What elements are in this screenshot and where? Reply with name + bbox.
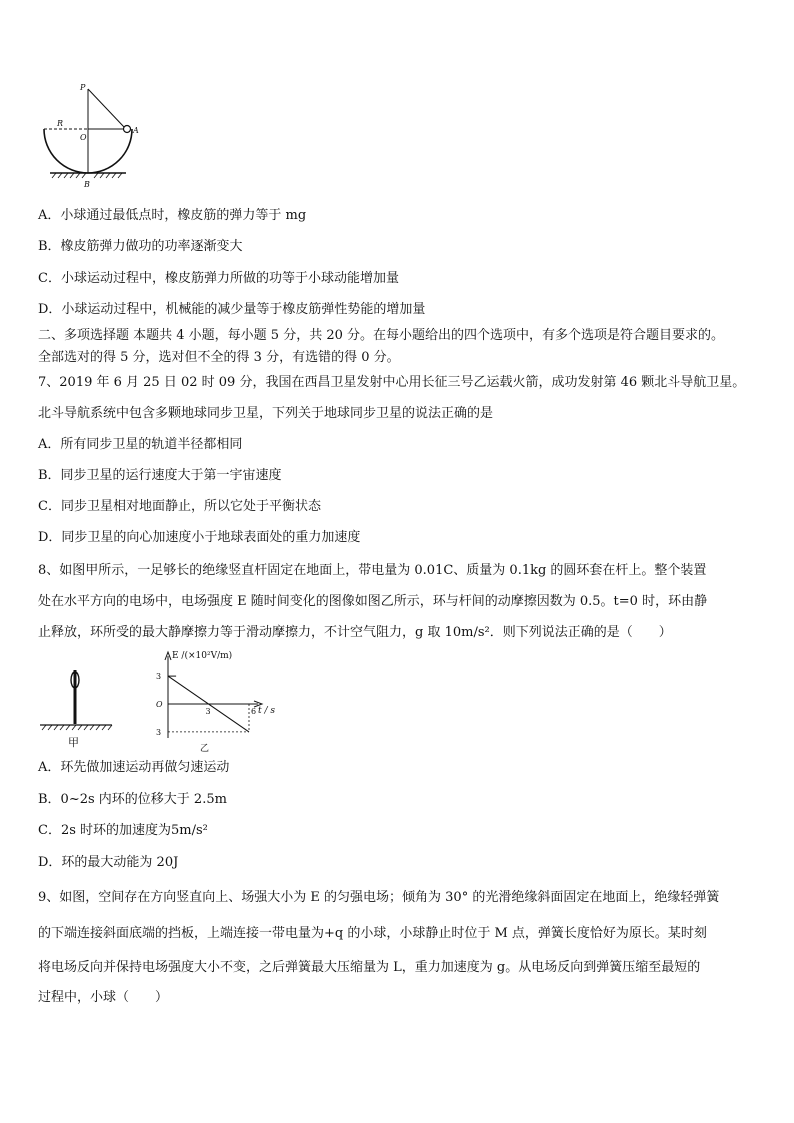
origin-label: O [156,700,163,709]
label-p: P [80,83,86,92]
ground-hatch-jia [42,725,112,730]
label-r: R [57,119,64,128]
section-2-heading-line1: 二、多项选择题 本题共 4 小题，每小题 5 分，共 20 分。在每小题给出的四个选项中，有多个选项是符合题目要求的。 [38,328,725,343]
q8-stem-line1: 8、如图甲所示，一足够长的绝缘竖直杆固定在地面上，带电量为 0.01C、质量为 0.1kg 的圆环套在杆上。整个装置 [38,563,707,578]
label-b: B [84,180,90,189]
rod-figure [38,662,118,752]
y-tick-label-bottom: 3 [156,727,162,737]
q7-option-c: C．同步卫星相对地面静止，所以它处于平衡状态 [38,499,321,514]
q9-stem-line4: 过程中，小球（ ） [38,990,169,1005]
q6-option-a: A．小球通过最低点时，橡皮筋的弹力等于 mg [38,208,307,223]
q8-option-c: C．2s 时环的加速度为5m/s² [38,823,208,838]
q6-option-d: D．小球运动过程中，机械能的减少量等于橡皮筋弹性势能的增加量 [38,302,426,317]
q9-stem-line1: 9、如图，空间存在方向竖直向上、场强大小为 E 的匀强电场；倾角为 30° 的光滑绝缘斜面固定在地面上，绝缘轻弹簧 [38,890,720,905]
x-tick-label-6: 6 [251,707,257,716]
fig-yi-label: 乙 [200,744,210,754]
q9-stem-line3: 将电场反向并保持电场强度大小不变，之后弹簧最大压缩量为 L，重力加速度为 g。从电场反向到弹簧压缩至最短的 [38,960,701,975]
rubber-band [88,89,124,127]
section-2-heading-line2: 全部选对的得 5 分，选对但不全的得 3 分，有选错的得 0 分。 [38,350,400,365]
q8-stem-line3: 止释放，环所受的最大静摩擦力等于滑动摩擦力，不计空气阻力，g 取 10m/s²．则下列说法正确的是（ ） [38,625,672,640]
q8-option-a: A．环先做加速运动再做匀速运动 [38,760,230,775]
q8-stem-line2: 处在水平方向的电场中，电场强度 E 随时间变化的图像如图乙所示，环与杆间的动摩擦因数为 0.5。t=0 时，环由静 [38,594,708,609]
e-t-chart [150,646,290,756]
y-tick-label-top: 3 [156,672,162,682]
q8-option-d: D．环的最大动能为 20J [38,855,179,870]
ball-a [124,126,131,133]
q8-option-b: B．0~2s 内环的位移大于 2.5m [38,792,227,807]
label-o: O [80,133,87,142]
q6-option-c: C．小球运动过程中，橡皮筋弹力所做的功等于小球动能增加量 [38,271,399,286]
q7-stem-line1: 7、2019 年 6 月 25 日 02 时 09 分，我国在西昌卫星发射中心用长征三号乙运载火箭，成功发射第 46 颗北斗导航卫星。 [38,375,746,390]
q7-option-b: B．同步卫星的运行速度大于第一宇宙速度 [38,468,282,483]
fig-jia-label: 甲 [68,736,79,749]
q9-stem-line2: 的下端连接斜面底端的挡板，上端连接一带电量为+q 的小球，小球静止时位于 M 点，弹簧长度恰好为原长。某时刻 [38,926,707,941]
bowl-figure [40,84,140,190]
q6-option-b: B．橡皮筋弹力做功的功率逐渐变大 [38,239,243,254]
q7-stem-line2: 北斗导航系统中包含多颗地球同步卫星，下列关于地球同步卫星的说法正确的是 [38,406,494,421]
label-a: A [133,126,139,135]
q7-option-a: A．所有同步卫星的轨道半径都相同 [38,437,243,452]
y-axis-title: E /(×10²V/m) [172,651,233,661]
x-tick-label-3: 3 [205,707,211,716]
q7-option-d: D．同步卫星的向心加速度小于地球表面处的重力加速度 [38,530,361,545]
x-axis-title: t / s [258,706,275,716]
